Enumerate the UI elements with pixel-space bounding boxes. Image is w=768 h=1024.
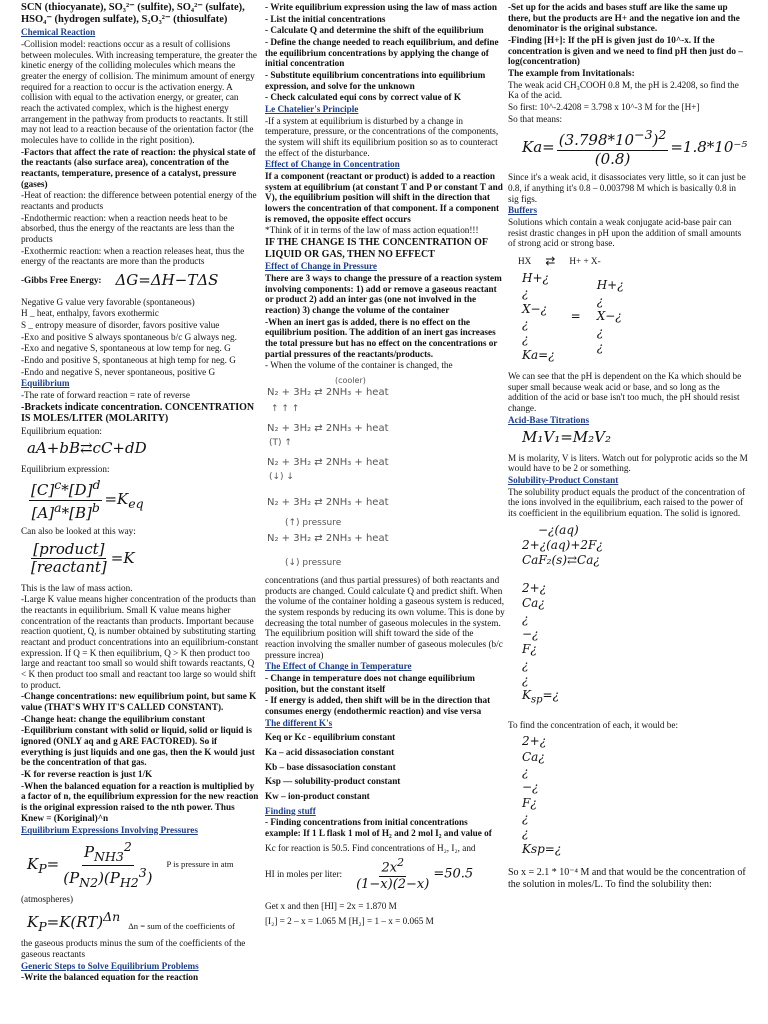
write-balanced-step: -Write the balanced equation for the reaction	[21, 972, 199, 983]
equilibrium-expression-formula: $\frac{[C]^c*[D]^d}{[A]^a*[B]^b}$ $=K_{eq}$	[31, 477, 144, 522]
sketch-eq-2: N₂ + 3H₂ ⇄ 2NH₃ + heat	[267, 423, 389, 435]
caf2-expression	[522, 522, 748, 569]
so-first-text: So first: 10^-2.4208 = 3.798 x 10^-3 M for the [H+]	[508, 102, 700, 113]
equilibrium-equation: aA+bB⇄cC+dD	[27, 439, 147, 458]
ka-line: Ka – acid dissasociation constant	[265, 747, 395, 758]
sketch-cooler-label: (cooler)	[335, 376, 366, 386]
step-calculate-q: - Calculate Q and determine the shift of the equilibrium	[265, 25, 484, 36]
product-reactant-formula: $\frac{\text{[product]}}{\text{[reactant]}}$ =K	[31, 539, 135, 577]
ka-left-stack: H+¿ ¿ X−¿ ¿ ¿ Ka=¿	[522, 270, 555, 362]
heading-le-chatelier: Le Chatelier's Principle	[265, 104, 359, 115]
sketch-t-down: (↓) ↓	[269, 472, 294, 483]
sketch-eq-1: N₂ + 3H₂ ⇄ 2NH₃ + heat	[267, 387, 389, 399]
kp-row	[21, 836, 259, 894]
ksp-line: Ksp — solubility-product constant	[265, 776, 401, 787]
energy-added-text: - If energy is added, then shift will be in the direction that consumes energy (endothermic reaction) and vise versa	[265, 695, 491, 717]
endo-negative-s: -Endo and negative S, never spontaneous, positive G	[21, 366, 216, 377]
le-chatelier-text: -If a system at equilibrium is disturbed by a change in temperature, pressure, or the concentrations of the components, the system will shift its equilibrium position so as to counteract the effect of the disturbance.	[265, 115, 499, 158]
gibbs-label: -Gibbs Free Energy:	[21, 275, 102, 286]
can-also-text: Can also be looked at this way:	[21, 526, 136, 537]
effect-pressure-text: There are 3 ways to change the pressure of a reaction system involving components: 1) add or remove a gaseous reactant or product 2) add an inter gas (one not involved in the reaction) 3) change the volume of the container	[265, 272, 502, 315]
step-list-initial: - List the initial concentrations	[265, 13, 386, 24]
keq-line: Keq or Kc - equilibrium constant	[265, 732, 396, 743]
k-reverse-text: -K for reverse reaction is just 1/K	[21, 769, 153, 780]
buffers-text: Solutions which contain a weak conjugate acid-base pair can resist drastic changes in pH upon the addition of small amounts of strong acid or strong base.	[508, 216, 742, 249]
to-find-text: To find the concentration of each, it would be:	[508, 719, 679, 730]
caf2-line: CaF₂(s)⇄Ca¿	[522, 553, 600, 568]
solubility-text: The solubility product equals the product of the concentration of the ions involved in the equilibrium, each raised to the power of its coefficient in the equilibrium equation. The solid is ignored.	[508, 486, 746, 519]
think-note: *Think of it in terms of the law of mass action equation!!!	[265, 225, 479, 236]
equilibrium-rate-text: -The rate of forward reaction = rate of reverse	[21, 389, 190, 400]
change-concentrations-text: -Change concentrations: new equilibrium point, but same K value (THAT'S WHY IT'S CALLED CONSTANT).	[21, 691, 257, 713]
ka-label: Ka=	[522, 347, 549, 362]
multiplied-text: -When the balanced equation for a reaction is multiplied by a factor of n, the equilibrium expression for the new reaction is the original expression raised to the nth power. Thus Knew = (Koriginal)^n	[21, 780, 259, 823]
pressure-note: P is pressure in atm	[166, 859, 234, 870]
negative-g-text: Negative G value very favorable (spontaneous)	[21, 296, 195, 307]
heading-effect-concentration: Effect of Change in Concentration	[265, 159, 400, 170]
finding-text: - Finding concentrations from initial concentrations example: If 1 L flask 1 mol of H₂ and 2 mol I₂ and value of	[265, 817, 492, 839]
weak-acid-text: The weak acid CH₃COOH 0.8 M, the pH is 2.4208, so find the Ka of the acid.	[508, 79, 739, 101]
hx-label: HX	[518, 256, 532, 267]
endo-positive-s: -Endo and positive S, spontaneous at high temp for neg. G	[21, 354, 236, 365]
kp-formula: $K_P=$ $\frac{P_{NH3}^2}{(P_{N2})(P_{H2}^3)}$	[27, 839, 153, 890]
le-chatelier-sketch	[265, 373, 505, 573]
delta-n-note: Δn = sum of the coefficients of	[128, 921, 235, 932]
heat-of-reaction-text: -Heat of reaction: the difference between potential energy of the reactants and products	[21, 190, 257, 212]
factors-text: -Factors that affect the rate of reaction: the physical state of the reactants (also surface area), concentration of the reactants, temperature, presence of a catalyst, pressure (gases)	[21, 146, 256, 189]
concentrations-partial-text: concentrations (and thus partial pressures) of both reactants and products are changed. Could calculate Q and predict shift. When the volume of the container holding a gaseous system is reduced, the system responds by reducing its own volume. This is done by decreasing the total number of gaseous molecules in the system. The equilibrium position will shift toward the side of the reaction involving the smaller number of gaseous molecules (b/c pressure increa)	[265, 575, 505, 660]
inert-gas-text: -When an inert gas is added, there is no effect on the equilibrium position. The addition of an inert gas increases the total pressure but has no effect on the concentrations or partial pressures of the reactants/products.	[265, 316, 498, 359]
ka-result: =1.8*10⁻⁵	[670, 138, 748, 157]
sketch-eq-5: N₂ + 3H₂ ⇄ 2NH₃ + heat	[267, 533, 389, 545]
effect-concentration-text: If a component (reactant or product) is added to a reaction system at equilibrium (at constant T and P or constant T and V), the equilibrium position will shift in the direction that lowers the concentration of that component. If a component is removed, the opposite effect occurs	[265, 171, 503, 224]
aq-line: −¿(aq)	[538, 522, 579, 537]
heading-partial-pressures: Equilibrium Expressions Involving Pressures	[21, 824, 198, 835]
h-enthalpy-text: H _ heat, enthalpy, favors exothermic	[21, 308, 159, 319]
s-entropy-text: S _ entropy measure of disorder, favors positive value	[21, 319, 220, 330]
sketch-t-up: (T) ↑	[269, 438, 292, 449]
heading-finding-stuff: Finding stuff	[265, 805, 316, 816]
ions-list: SCN (thiocyanate), SO₃²⁻ (sulfite), SO₄²⁻ (sulfate), HSO₄⁻ (hydrogen sulfate), S₂O₃²⁻ (thiosulfate)	[21, 2, 245, 26]
large-k-text: -Large K value means higher concentration of the products than the reactants in equilibrium. Small K value means higher concentration of the reactants than products. Important because reaction quotient, Q, is number obtained by substituting starting reactant and product concentrations into an equilibrium-constant expression. If Q = K then equilibrium, Q > K then product too large and reactant too small so would shift towards reactants, Q < K then product too small and reactant too large so would shift to product.	[21, 594, 259, 690]
change-heat-text: -Change heat: change the equilibrium constant	[21, 713, 206, 724]
buffer-ka-stack	[522, 271, 748, 363]
so-that-text: So that means:	[508, 113, 563, 124]
atmospheres-text: (atmospheres)	[21, 894, 74, 905]
step-define-change: - Define the change needed to reach equilibrium, and define the equilibrium concentrations by applying the change of initial concentration	[265, 37, 499, 69]
heading-buffers: Buffers	[508, 205, 538, 216]
column-3	[508, 2, 748, 891]
exo-positive-s: -Exo and positive S always spontaneous b/c G always neg.	[21, 331, 237, 342]
kp-krt-formula: $K_P=K(RT)^{\Delta n}$	[27, 908, 121, 934]
ka-right-stack: H+¿ ¿ X−¿ ¿ ¿	[596, 278, 624, 354]
if-change-text: IF THE CHANGE IS THE CONCENTRATION OF LIQUID OR GAS, THEN NO EFFECT	[265, 237, 488, 260]
hplus-x-label: H+ + X-	[569, 256, 601, 267]
brackets-text: -Brackets indicate concentration. CONCENTRATION IS MOLES/LITER (MOLARITY)	[21, 401, 255, 425]
buffer-reaction-row	[518, 255, 748, 269]
heading-effect-pressure: Effect of Change in Pressure	[265, 261, 377, 272]
hi-equation-rhs: =50.5	[433, 867, 474, 883]
kw-line: Kw – ion-product constant	[265, 791, 370, 802]
equilibrium-arrow-icon: ⇄	[545, 253, 556, 268]
kp-krt-row	[21, 906, 259, 939]
heading-equilibrium: Equilibrium	[21, 378, 70, 389]
endothermic-text: -Endothermic reaction: when a reaction needs heat to be absorbed, thus the energy of the reactants are less than the products	[21, 212, 235, 245]
equilibrium-equation-label: Equilibrium equation:	[21, 425, 102, 436]
equals-sign: =	[570, 309, 581, 324]
ka-calculation: Ka= $\frac{(3.798*10^{-3})^2}{(0.8)}$ =1.8*10⁻⁵	[522, 127, 748, 168]
gibbs-row	[21, 268, 259, 293]
sketch-pressure-down: (↓) pressure	[285, 558, 342, 569]
gaseous-text: the gaseous products minus the sum of the coefficients of the gaseous reactants	[21, 938, 246, 960]
heading-different-ks: The different K's	[265, 717, 333, 728]
collision-model-text: -Collision model: reactions occur as a result of collisions between molecules. With increasing temperature, the greater the kinetic energy of the colliding molecules which means the greater the energy of collision. The minimum amount of energy required for a reaction to occur is the activation energy. A collision with equal to the activation energy, or greater, can reach the activated complex, which is the highest energy arrangement in the pathway from products to reactants. It still may not lead to a reaction because of the orientation factor (the molecules have to collide in the right position).	[21, 39, 257, 146]
heading-generic-steps: Generic Steps to Solve Equilibrium Problems	[21, 960, 199, 971]
gibbs-equation: ΔG=ΔH−TΔS	[115, 271, 219, 290]
heading-solubility: Solubility-Product Constant	[508, 475, 619, 486]
hi-label: HI in moles per liter:	[265, 869, 343, 880]
hi-equation: $\frac{2x^2}{(1-x)(2-x)}$ =50.5	[356, 856, 474, 892]
sketch-pressure-up: (↑) pressure	[285, 518, 342, 529]
aq2-line: 2+¿(aq)+2F¿	[522, 538, 603, 553]
setup-text: -Set up for the acids and bases stuff are like the same up there, but the products are H+ and the negative ion and the denominator is the original substance.	[508, 2, 740, 34]
finding-h-text: -Finding [H+]: If the pH is given just do 10^-x. If the concentration is given and we need to find pH then just do –log(concentration)	[508, 35, 743, 67]
sketch-eq-4: N₂ + 3H₂ ⇄ 2NH₃ + heat	[267, 497, 389, 509]
heading-titrations: Acid-Base Titrations	[508, 414, 590, 425]
molarity-text: M is molarity, V is liters. Watch out for polyprotic acids so the M would have to be 2 or something.	[508, 452, 748, 474]
since-text: Since it's a weak acid, it disassociates very little, so it can just be 0.8, if anything it's 0.8 – 0.003798 M which is basically 0.8 in sig figs.	[508, 172, 746, 204]
solid-liquid-text: -Equilibrium constant with solid or liquid, solid or liquid is ignored (ONLY aq and g ARE FACTORED). So if everything is just liquids and one gas, then the K would just be the concentration of that gas.	[21, 725, 255, 768]
sketch-eq-3: N₂ + 3H₂ ⇄ 2NH₃ + heat	[267, 457, 389, 469]
example-from-text: The example from Invitationals:	[508, 68, 635, 79]
ksp-stack-2: 2+¿ Ca¿ ¿ −¿ F¿ ¿ ¿ Ksp=¿	[522, 734, 562, 856]
column-2	[265, 2, 505, 927]
column-1	[21, 2, 259, 984]
law-of-mass-action-text: This is the law of mass action.	[21, 582, 133, 593]
so-x-text: So x = 2.1 * 10⁻⁴ M and that would be the concentration of the solution in moles/L. To find the solubility then:	[508, 867, 746, 890]
exothermic-text: -Exothermic reaction: when a reaction releases heat, thus the energy of the reactants are more than the products	[21, 245, 245, 267]
ph-dependent-text: We can see that the pH is dependent on the Ka which should be super small because weak acid or base, and so long as the addition of the acid or base isn't too much, the pH should resist change.	[508, 370, 742, 413]
hi-equation-row	[265, 854, 505, 894]
equilibrium-expression-label: Equilibrium expression:	[21, 463, 110, 474]
effect-temperature-text: - Change in temperature does not change equilibrium position, but the constant itself	[265, 673, 475, 694]
kc-value-text: Kc for reaction is 50.5. Find concentrations of H₂, I₂, and	[265, 842, 476, 853]
i2-h2-text: [I₂] = 2 – x = 1.065 M [H₂] = 1 – x = 0.065 M	[265, 915, 434, 926]
get-x-text: Get x and then [HI] = 2x = 1.870 M	[265, 900, 397, 911]
exo-negative-s: -Exo and negative S, spontaneous at low temp for neg. G	[21, 343, 231, 354]
step-write-expression: - Write equilibrium expression using the law of mass action	[265, 2, 497, 12]
sketch-arrows-1: ↑ ↑ ↑	[271, 404, 300, 415]
titration-equation: M₁V₁=M₂V₂	[522, 428, 612, 447]
ksp-label: Ksp=¿	[522, 841, 562, 856]
kb-line: Kb – base dissasociation constant	[265, 761, 396, 772]
volume-text: - When the volume of the container is changed, the	[265, 360, 453, 371]
heading-chemical-reaction: Chemical Reaction	[21, 27, 96, 38]
heading-effect-temperature: The Effect of Change in Temperature	[265, 661, 412, 672]
step-substitute: - Substitute equilibrium concentrations into equilibrium expression, and solve for the unknown	[265, 70, 486, 91]
step-check: - Check calculated equi cons by correct value of K	[265, 92, 462, 103]
ksp-stack-1: 2+¿ Ca¿ ¿ −¿ F¿ ¿ ¿ $K_{sp}=¿$	[522, 580, 560, 706]
